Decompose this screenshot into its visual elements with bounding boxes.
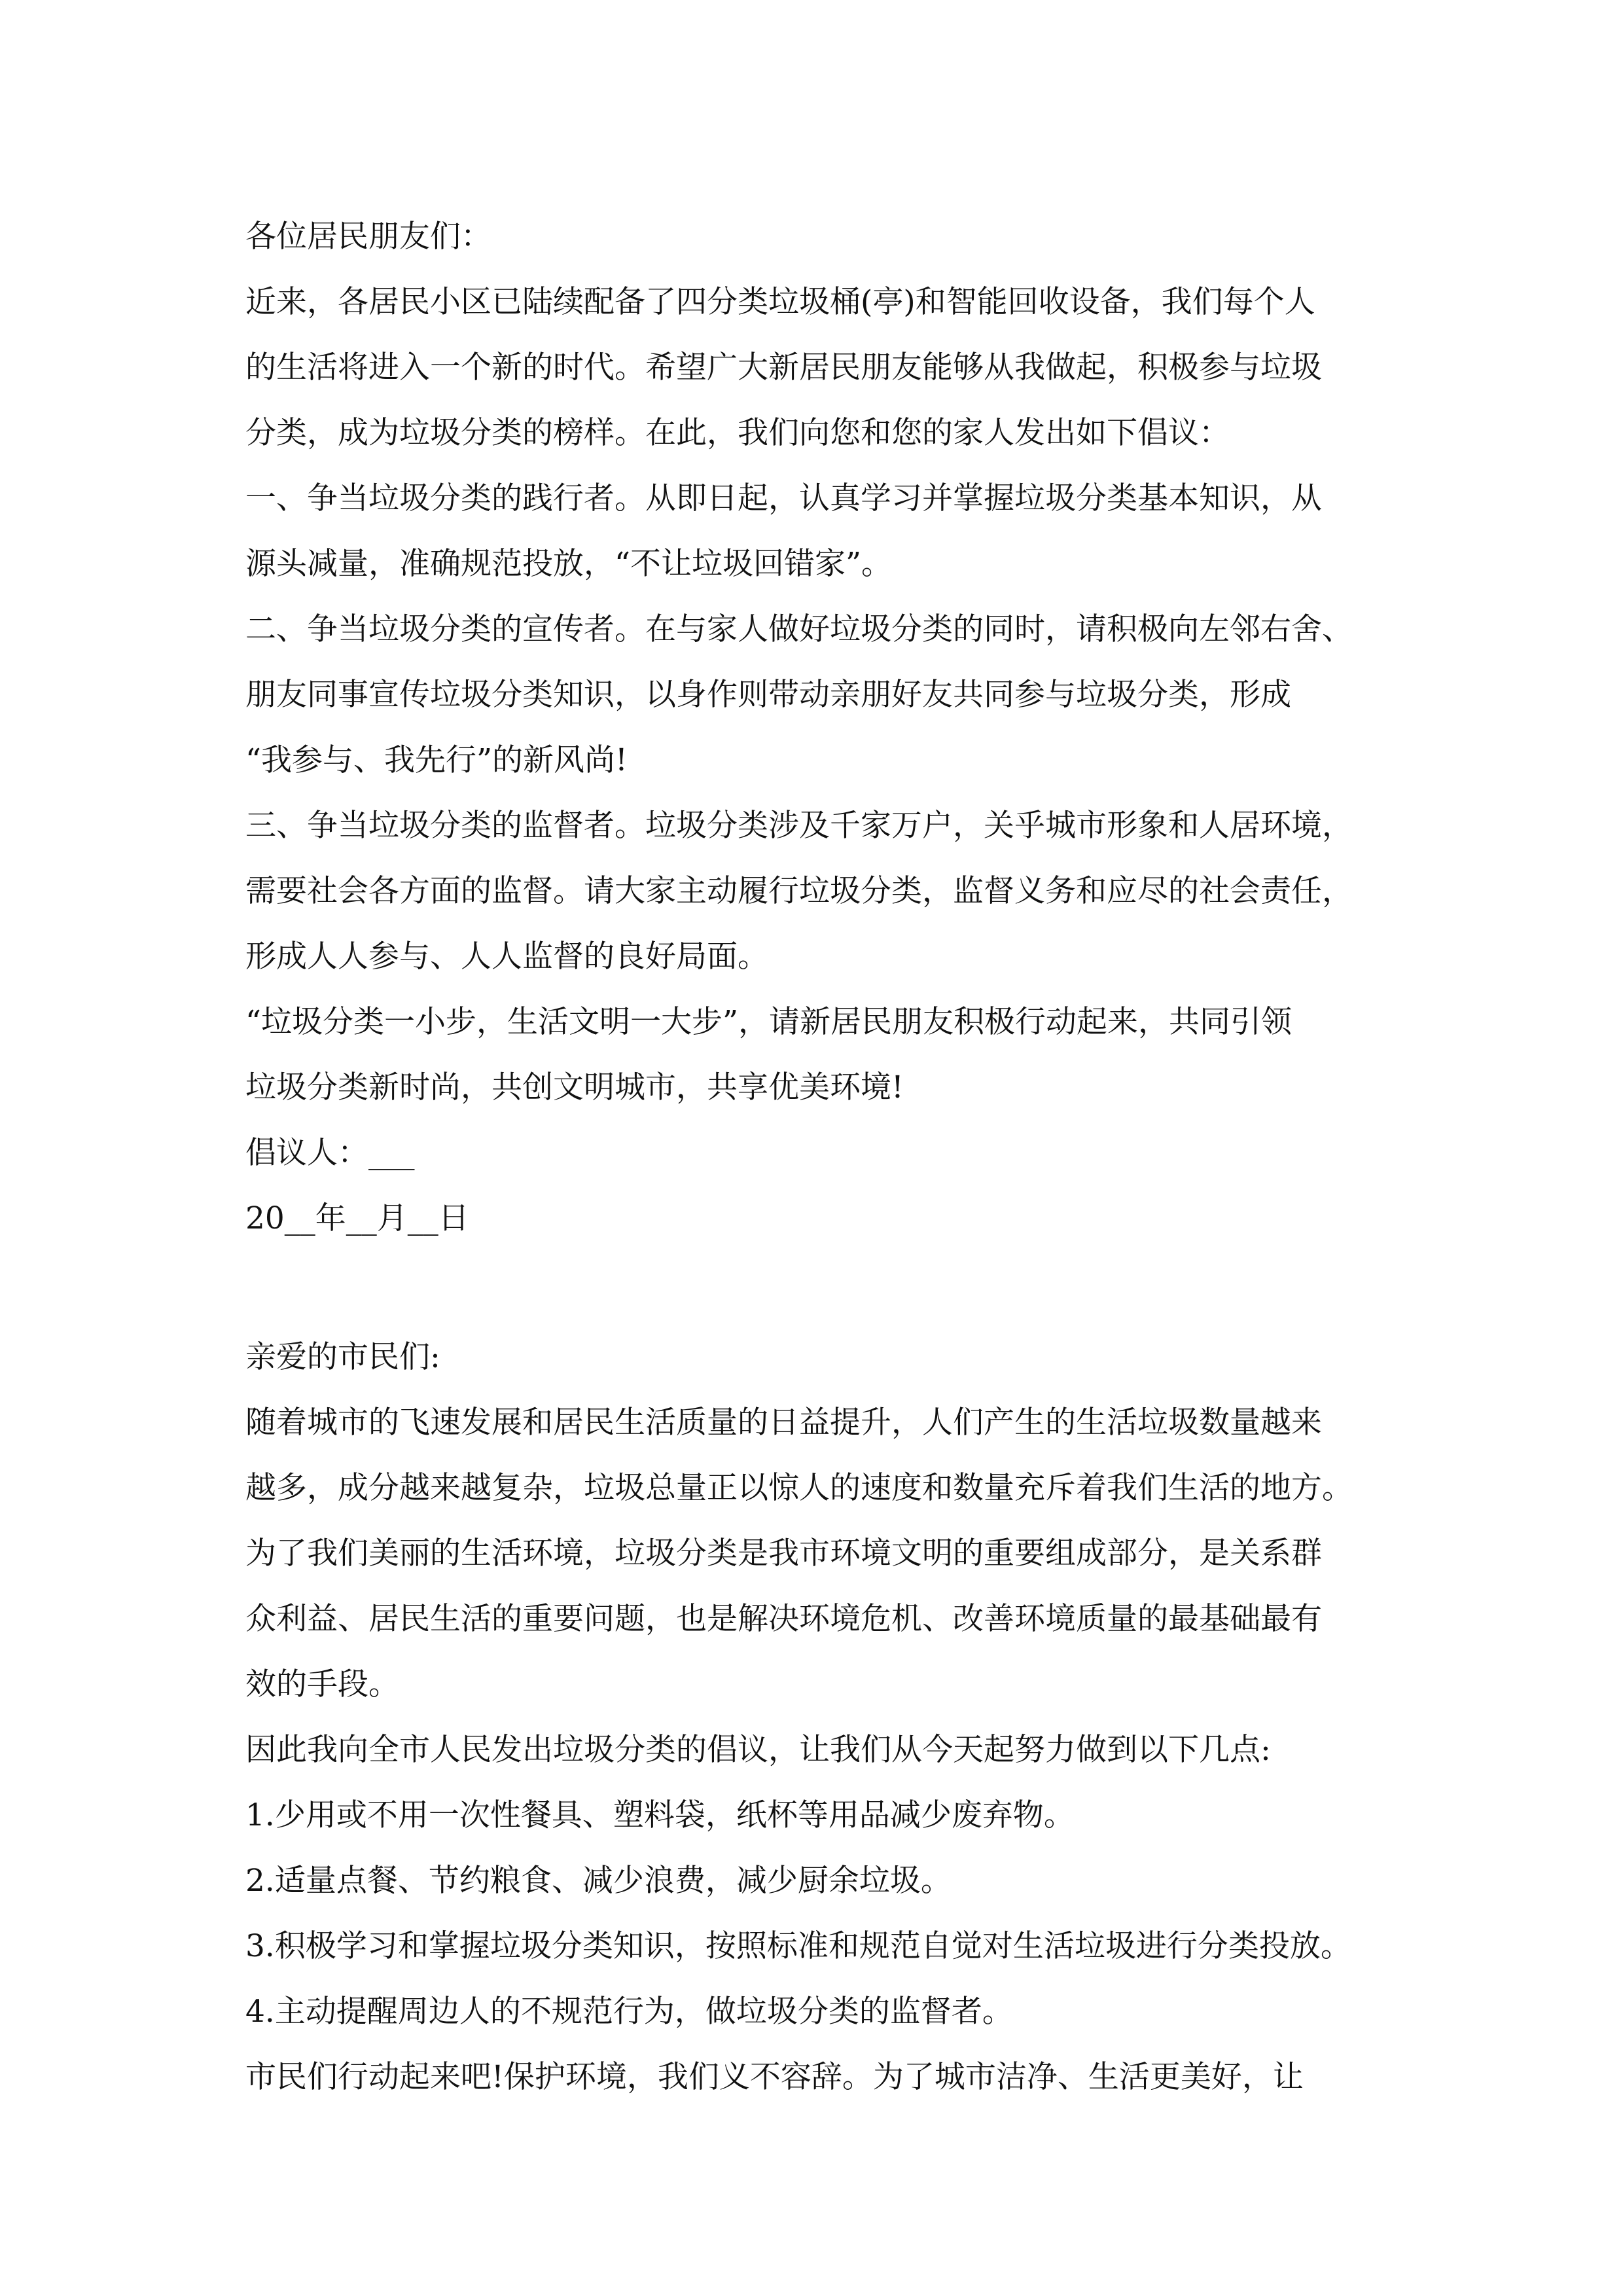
letter1-date: 20__年__月__日	[245, 1200, 469, 1236]
letter1-proposer: 倡议人：___	[245, 1135, 415, 1171]
document-body	[245, 204, 1397, 2110]
letter2-line: 为了我们美丽的生活环境，垃圾分类是我市环境文明的重要组成部分，是关系群	[245, 1535, 1322, 1571]
letter2-line: 3.积极学习和掌握垃圾分类知识，按照标准和规范自觉对生活垃圾进行分类投放。	[245, 1928, 1351, 1964]
letter1-line: 朋友同事宣传垃圾分类知识，以身作则带动亲朋好友共同参与垃圾分类，形成	[245, 677, 1291, 713]
letter1-line: 三、争当垃圾分类的监督者。垃圾分类涉及千家万户，关乎城市形象和人居环境，	[245, 808, 1353, 844]
letter1-line: 需要社会各方面的监督。请大家主动履行垃圾分类，监督义务和应尽的社会责任，	[245, 873, 1353, 909]
letter1-salutation: 各位居民朋友们：	[245, 219, 491, 255]
letter1-line: 形成人人参与、人人监督的良好局面。	[245, 939, 768, 975]
letter1-line: 源头减量，准确规范投放，“不让垃圾回错家”。	[245, 546, 893, 582]
letter2-line: 因此我向全市人民发出垃圾分类的倡议，让我们从今天起努力做到以下几点:	[245, 1732, 1271, 1768]
letter1-line: “垃圾分类一小步，生活文明一大步”，请新居民朋友积极行动起来，共同引领	[245, 1004, 1293, 1040]
letter2-line: 众利益、居民生活的重要问题，也是解决环境危机、改善环境质量的最基础最有	[245, 1601, 1322, 1637]
letter1-line: 分类，成为垃圾分类的榜样。在此，我们向您和您的家人发出如下倡议：	[245, 415, 1230, 451]
letter2-line: 2.适量点餐、节约粮食、减少浪费，减少厨余垃圾。	[245, 1863, 952, 1899]
letter1-line: 垃圾分类新时尚，共创文明城市，共享优美环境!	[245, 1069, 904, 1105]
letter2-line: 随着城市的飞速发展和居民生活质量的日益提升，人们产生的生活垃圾数量越来	[245, 1405, 1322, 1441]
letter1-line: 一、争当垃圾分类的践行者。从即日起，认真学习并掌握垃圾分类基本知识，从	[245, 480, 1322, 516]
letter1-line: 的生活将进入一个新的时代。希望广大新居民朋友能够从我做起，积极参与垃圾	[245, 350, 1322, 386]
section-gap	[245, 1251, 1397, 1325]
letter1-line: 二、争当垃圾分类的宣传者。在与家人做好垃圾分类的同时，请积极向左邻右舍、	[245, 611, 1353, 647]
letter2-salutation: 亲爱的市民们:	[245, 1339, 440, 1375]
letter2-line: 越多，成分越来越复杂，垃圾总量正以惊人的速度和数量充斥着我们生活的地方。	[245, 1470, 1353, 1506]
letter2-line: 4.主动提醒周边人的不规范行为，做垃圾分类的监督者。	[245, 1994, 1013, 2030]
letter1-line: “我参与、我先行”的新风尚!	[245, 742, 628, 778]
letter2-line: 效的手段。	[245, 1666, 399, 1702]
letter2-line: 市民们行动起来吧!保护环境，我们义不容辞。为了城市洁净、生活更美好，让	[245, 2059, 1304, 2095]
letter2-line: 1.少用或不用一次性餐具、塑料袋，纸杯等用品减少废弃物。	[245, 1797, 1075, 1833]
letter1-line: 近来，各居民小区已陆续配备了四分类垃圾桶(亭)和智能回收设备，我们每个人	[245, 284, 1315, 320]
